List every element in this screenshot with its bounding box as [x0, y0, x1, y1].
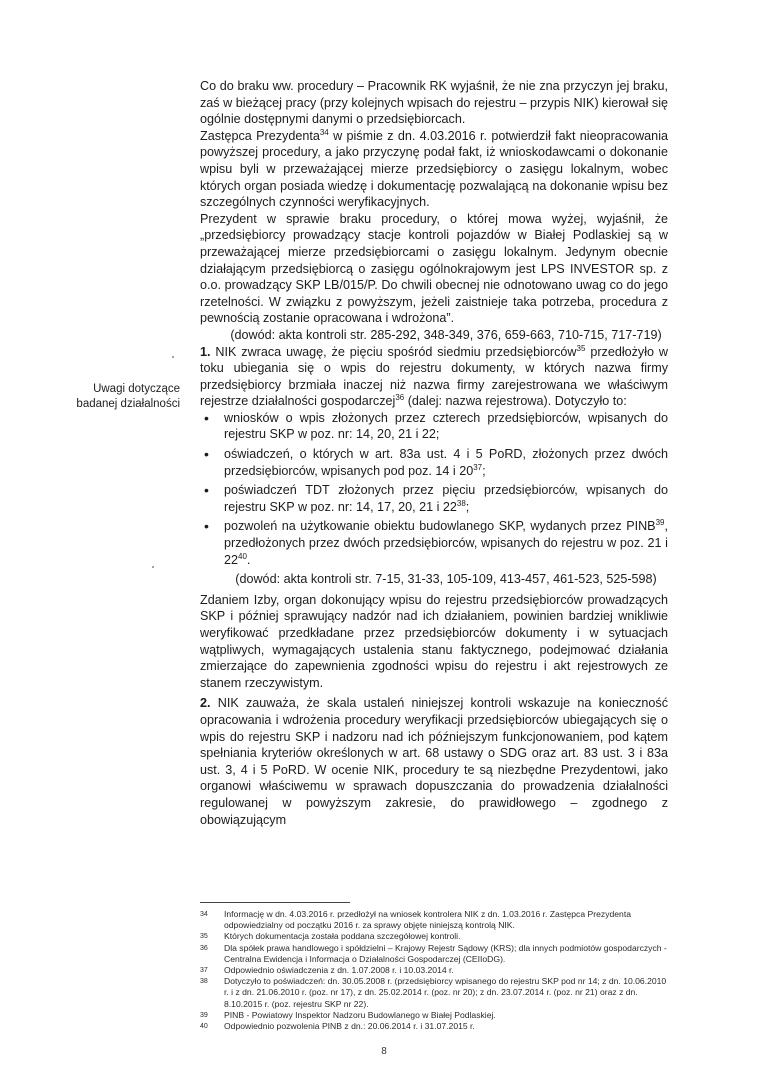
- bullet-text: wniosków o wpis złożonych przez czterech przedsiębiorców, wpisanych do rejestru SKP w poz. nr: 14, 20, 21 i 22;: [224, 410, 668, 442]
- item-1-text-1: NIK zwraca uwagę, że pięciu spośród siedmiu przedsiębiorców: [210, 344, 577, 359]
- footnote-ref-36: 36: [395, 393, 405, 403]
- footnote: [200, 965, 668, 976]
- footnote-text: PINB - Powiatowy Inspektor Nadzoru Budowlanego w Białej Podlaskiej.: [224, 1009, 496, 1020]
- footnote: [200, 1021, 668, 1032]
- item-2-paragraph: [200, 695, 668, 828]
- footnote: [200, 1010, 668, 1021]
- footnote-separator: [200, 902, 350, 903]
- footnote-text: Odpowiednio oświadczenia z dn. 1.07.2008 r. i 10.03.2014 r.: [224, 965, 454, 976]
- list-item: [200, 446, 668, 479]
- item-2-number: 2.: [200, 696, 211, 711]
- item-1-paragraph: [200, 344, 668, 410]
- footnote-ref-38: 38: [456, 498, 466, 508]
- bullet-tail: ;: [482, 463, 486, 478]
- footnote-text: Odpowiednio pozwolenia PINB z dn.: 20.06.2014 r. i 31.07.2015 r.: [224, 1021, 475, 1032]
- evidence-source-2: (dowód: akta kontroli str. 7-15, 31-33, 105-109, 413-457, 461-523, 525-598): [235, 572, 657, 587]
- footnote-text: Informację w dn. 4.03.2016 r. przedłożył na wniosek kontrolera NIK z dn. 1.03.2016 r. Zastępca Prezydenta odpowiedzialny od początku 2016 r. za sprawy objęte niniejszą kontrolą NIK.: [224, 909, 631, 931]
- footnote-text: Dotyczyło to poświadczeń: dn. 30.05.2008 r. (przedsiębiorcy wpisanego do rejestru SKP pod nr 14; z dn. 10.06.2010 r. i z dn. 21.06.2010 r. (poz. nr 17), z dn. 25.02.2014 r. (poz. nr 20); z dn. 23.07.2014 r. (poz. nr 21) oraz z dn. 8.10.2015 r. (poz. rejestru SKP nr 22).: [224, 976, 667, 1009]
- item-1-bullet-list: [200, 410, 668, 568]
- bullet-text: oświadczeń, o których w art. 83a ust. 4 i 5 PoRD, złożonych przez dwóch przedsiębiorców, wpisanych pod poz. 14 i 20: [224, 447, 668, 478]
- list-item: [200, 482, 668, 515]
- footnote-ref-37: 37: [473, 462, 483, 472]
- footnote-mark: 37: [200, 967, 208, 975]
- deputy-text-after: w piśmie z dn. 4.03.2016 r. potwierdził fakt nieopracowania powyższej procedury, a jako przyczynę podał fakt, iż wnioskodawcami o dokonanie wpisu byli w przeważającej mierze przedsiębiorcy o zasięgu lokalnym, wobec których organ posiada wiedzę i dokumentację pozwalającą na dokonanie wpisu bez szczególnych czynności weryfikacyjnych.: [200, 128, 668, 210]
- margin-note: Uwagi dotyczące badanej działalności: [76, 383, 180, 410]
- footnote-ref-34: 34: [319, 127, 329, 137]
- footnote-mark: 39: [200, 1011, 208, 1019]
- deputy-text-before: Zastępca Prezydenta: [200, 128, 320, 143]
- footnote: [200, 909, 668, 931]
- footnotes: [200, 902, 668, 1032]
- footnote-mark: 40: [200, 1023, 208, 1031]
- item-1-number: 1.: [200, 344, 211, 359]
- footnote-ref-35: 35: [576, 343, 586, 353]
- footnote-text: Dla spółek prawa handlowego i spółdzielni – Krajowy Rejestr Sądowy (KRS); dla innych podmiotów gospodarczych - Centralna Ewidencja i Informacja o Działalności Gospodarczej (CEIIoDG).: [224, 942, 667, 964]
- footnote-text: Których dokumentacja została poddana szczegółowej kontroli.: [224, 931, 461, 942]
- main-text: [200, 78, 668, 828]
- footnote-ref-39: 39: [655, 518, 665, 528]
- opinion-paragraph: Zdaniem Izby, organ dokonujący wpisu do rejestru przedsiębiorców prowadzących SKP i później sprawujący nadzór nad ich działaniem, powinien bardziej wnikliwie weryfikować przedkładane przez przedsiębiorców dokumenty i w sytuacjach wątpliwych, wymagających ustalenia stanu faktycznego, podejmować działania zmierzające do zapewnienia zgodności wpisu do rejestru i akt rejestrowych ze stanem rzeczywistym.: [200, 592, 668, 690]
- footnote-ref-40: 40: [238, 551, 247, 561]
- footnote-mark: 38: [200, 978, 208, 986]
- list-item: [200, 518, 668, 568]
- evidence-source-1: (dowód: akta kontroli str. 285-292, 348-349, 376, 659-663, 710-715, 717-719): [230, 327, 662, 342]
- scan-speck: [172, 356, 174, 358]
- bullet-text: poświadczeń TDT złożonych przez pięciu przedsiębiorców, wpisanych do rejestru SKP w poz. nr: 14, 17, 20, 21 i 22: [224, 483, 668, 514]
- footnote-mark: 34: [200, 911, 208, 918]
- scan-speck: [152, 566, 154, 568]
- footnote-mark: 36: [200, 944, 208, 952]
- footnote: [200, 931, 668, 942]
- bullet-text: pozwoleń na użytkowanie obiektu budowlanego SKP, wydanych przez PINB: [224, 519, 656, 534]
- item-1-text-2: przedłożyło w toku ubiegania się o wpis do rejestru dokumenty, w których nazwa firmy przedsiębiorcy brzmiała inaczej niż nazwa firmy zarejestrowana we właściwym rejestrze działalności gospodarczej: [200, 344, 669, 409]
- bullet-tail-2: .: [246, 552, 251, 567]
- footnote-mark: 35: [200, 933, 208, 941]
- bullet-tail: , przedłożonych przez dwóch przedsiębiorców, wpisanych do rejestru w poz. 21 i 22: [224, 519, 668, 567]
- bullet-tail: ;: [465, 499, 470, 514]
- item-1-text-3: (dalej: nazwa rejestrowa). Dotyczyło to:: [404, 394, 627, 409]
- president-paragraph: Prezydent w sprawie braku procedury, o której mowa wyżej, wyjaśnił, że „przedsiębiorcy prowadzący stacje kontroli pojazdów w Białej Podlaskiej są w przeważającej mierze przedsiębiorcami o zasięgu lokalnym. Jedynym obecnie działającym przedsiębiorcą o zasięgu ogólnokrajowym jest LPS INVESTOR sp. z o.o. prowadzący SKP LB/015/P. Do chwili obecnej nie odnotowano uwag co do jego rzetelności. W związku z powyższym, jeżeli zaistnieje taka potrzeba, procedura z pewnością zostanie opracowana i wdrożona”.: [200, 211, 668, 326]
- deputy-paragraph: [200, 128, 668, 211]
- page-number: 8: [381, 1046, 387, 1057]
- footnote: [200, 943, 668, 965]
- footnote: [200, 976, 668, 1010]
- list-item: [200, 410, 668, 443]
- item-2-text: NIK zauważa, że skala ustaleń niniejszej kontroli wskazuje na konieczność opracowania i wdrożenia procedury weryfikacji przedsiębiorców ubiegających się o wpis do rejestru SKP i nadzoru nad ich późniejszym funkcjonowaniem, pod kątem spełniania kryteriów określonych w art. 68 ustawy o SDG oraz art. 83 ust. 3 i 83a ust. 3, 4 i 5 PoRD. W ocenie NIK, procedury te są niezbędne Prezydentowi, jako organowi właściwemu w sprawach dopuszczania do prowadzenia działalności regulowanej w powyższym zakresie, do prawidłowego – zgodnego z obowiązującym: [200, 696, 668, 827]
- intro-paragraph: Co do braku ww. procedury – Pracownik RK wyjaśnił, że nie zna przyczyn jej braku, zaś w bieżącej pracy (przy kolejnych wpisach do rejestru – przypis NIK) kierował się ogólnie dostępnymi danymi o przedsiębiorcach.: [200, 79, 668, 127]
